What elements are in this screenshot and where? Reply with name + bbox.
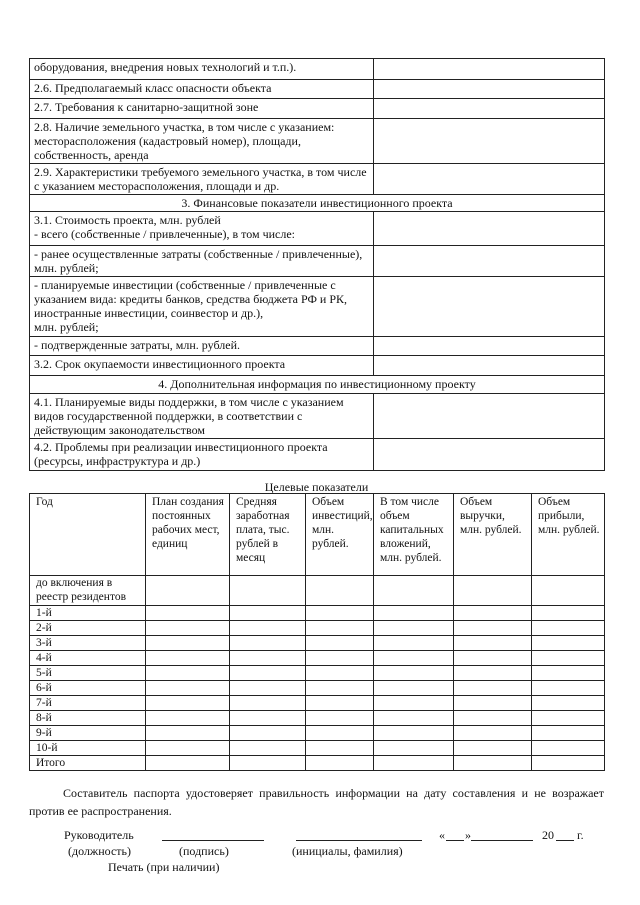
target-value-cell[interactable] [532, 666, 605, 681]
seal-label: Печать (при наличии) [108, 860, 220, 874]
target-value-cell[interactable] [230, 711, 306, 726]
table-row [30, 99, 605, 119]
table-row [30, 212, 605, 246]
row-value[interactable] [374, 80, 605, 99]
row-value[interactable] [374, 277, 605, 337]
target-value-cell[interactable] [374, 726, 454, 741]
name-label: (инициалы, фамилия) [292, 844, 403, 858]
section-title: 3. Финансовые показатели инвестиционного проекта [30, 195, 605, 212]
row-value[interactable] [374, 119, 605, 164]
table-row [30, 80, 605, 99]
table-row [30, 696, 605, 711]
target-value-cell[interactable] [230, 666, 306, 681]
target-value-cell[interactable] [146, 756, 230, 771]
target-value-cell[interactable] [454, 726, 532, 741]
target-value-cell[interactable] [374, 711, 454, 726]
target-value-cell[interactable] [306, 666, 374, 681]
target-value-cell[interactable] [146, 666, 230, 681]
sign-label: (подпись) [179, 844, 229, 858]
target-value-cell[interactable] [306, 711, 374, 726]
header-profit: Объем прибыли, млн. рублей. [532, 494, 605, 576]
table-row [30, 636, 605, 651]
target-value-cell[interactable] [532, 696, 605, 711]
year-label: 10-й [30, 741, 146, 756]
table-row [30, 681, 605, 696]
row-value[interactable] [374, 394, 605, 439]
target-value-cell[interactable] [454, 606, 532, 621]
target-value-cell[interactable] [230, 726, 306, 741]
target-value-cell[interactable] [230, 621, 306, 636]
target-value-cell[interactable] [230, 681, 306, 696]
row-label: оборудования, внедрения новых технологий и т.п.). [30, 59, 374, 80]
table-row [30, 394, 605, 439]
target-value-cell[interactable] [146, 726, 230, 741]
year-label: 6-й [30, 681, 146, 696]
table-row [30, 606, 605, 621]
row-label: 4.1. Планируемые виды поддержки, в том числе с указанием видов государственной поддержки, в соответствии с действующим законодательством [30, 394, 374, 439]
target-value-cell[interactable] [306, 576, 374, 606]
section-title: 4. Дополнительная информация по инвестиционному проекту [30, 376, 605, 394]
row-value[interactable] [374, 164, 605, 195]
target-value-cell[interactable] [306, 741, 374, 756]
table-row [30, 726, 605, 741]
target-value-cell[interactable] [230, 651, 306, 666]
year-prefix: 20 [542, 828, 554, 842]
target-value-cell[interactable] [532, 606, 605, 621]
year-label: 5-й [30, 666, 146, 681]
target-value-cell[interactable] [306, 726, 374, 741]
table-row [30, 337, 605, 356]
targets-table [29, 493, 605, 771]
year-label: 9-й [30, 726, 146, 741]
table-row [30, 164, 605, 195]
row-label: 2.6. Предполагаемый класс опасности объекта [30, 80, 374, 99]
row-value[interactable] [374, 99, 605, 119]
row-label: - ранее осуществленные затраты (собственные / привлеченные), млн. рублей; [30, 246, 374, 277]
row-label: 2.9. Характеристики требуемого земельного участка, в том числе с указанием месторасположения, площади и др. [30, 164, 374, 195]
header-investment: Объем инвестиций, млн. рублей. [306, 494, 374, 576]
target-value-cell[interactable] [374, 576, 454, 606]
row-label: - планируемые инвестиции (собственные / привлеченные с указанием вида: кредиты банков, средства бюджета РФ и РК, иностранные инвестиции, соинвестор и др.), млн. рублей; [30, 277, 374, 337]
target-value-cell[interactable] [532, 636, 605, 651]
table-row [30, 666, 605, 681]
table-row [30, 621, 605, 636]
row-label: 2.7. Требования к санитарно-защитной зоне [30, 99, 374, 119]
target-value-cell[interactable] [146, 651, 230, 666]
header-revenue: Объем выручки, млн. рублей. [454, 494, 532, 576]
year-suffix: г. [577, 828, 584, 842]
target-value-cell[interactable] [374, 606, 454, 621]
table-row [30, 246, 605, 277]
target-value-cell[interactable] [532, 651, 605, 666]
target-value-cell[interactable] [374, 756, 454, 771]
date-year-line[interactable] [556, 840, 574, 841]
target-value-cell[interactable] [454, 711, 532, 726]
year-label: 1-й [30, 606, 146, 621]
target-value-cell[interactable] [306, 756, 374, 771]
target-value-cell[interactable] [532, 756, 605, 771]
target-value-cell[interactable] [374, 741, 454, 756]
target-value-cell[interactable] [532, 726, 605, 741]
section-header-row [30, 376, 605, 394]
target-value-cell[interactable] [306, 681, 374, 696]
date-month-line[interactable] [471, 840, 533, 841]
target-value-cell[interactable] [306, 606, 374, 621]
target-value-cell[interactable] [532, 576, 605, 606]
target-value-cell[interactable] [532, 681, 605, 696]
targets-header-row [30, 494, 605, 576]
table-row [30, 756, 605, 771]
target-value-cell[interactable] [374, 636, 454, 651]
target-value-cell[interactable] [374, 651, 454, 666]
target-value-cell[interactable] [374, 666, 454, 681]
target-value-cell[interactable] [454, 621, 532, 636]
table-row [30, 439, 605, 471]
target-value-cell[interactable] [146, 741, 230, 756]
confirmation-statement: Составитель паспорта удостоверяет правильность информации на дату составления и не возражает против ее распространения. [29, 786, 604, 818]
row-label: 4.2. Проблемы при реализации инвестиционного проекта (ресурсы, инфраструктура и др.) [30, 439, 374, 471]
year-label: 2-й [30, 621, 146, 636]
target-value-cell[interactable] [532, 621, 605, 636]
table-row [30, 277, 605, 337]
year-label: 3-й [30, 636, 146, 651]
target-value-cell[interactable] [454, 681, 532, 696]
header-year: Год [30, 494, 146, 576]
row-value[interactable] [374, 356, 605, 376]
row-label: 2.8. Наличие земельного участка, в том числе с указанием: месторасположения (кадастровый номер), площади, собственность, аренда [30, 119, 374, 164]
year-label: 4-й [30, 651, 146, 666]
target-value-cell[interactable] [454, 756, 532, 771]
target-value-cell[interactable] [146, 576, 230, 606]
target-value-cell[interactable] [374, 681, 454, 696]
row-value[interactable] [374, 212, 605, 246]
target-value-cell[interactable] [230, 756, 306, 771]
table-row [30, 59, 605, 80]
target-value-cell[interactable] [306, 621, 374, 636]
target-value-cell[interactable] [146, 621, 230, 636]
row-label: - подтвержденные затраты, млн. рублей. [30, 337, 374, 356]
header-capital: В том числе объем капитальных вложений, млн. рублей. [374, 494, 454, 576]
target-value-cell[interactable] [146, 681, 230, 696]
target-value-cell[interactable] [454, 651, 532, 666]
target-value-cell[interactable] [306, 636, 374, 651]
row-value[interactable] [374, 439, 605, 471]
target-value-cell[interactable] [230, 636, 306, 651]
target-value-cell[interactable] [532, 741, 605, 756]
header-jobs: План создания постоянных рабочих мест, единиц [146, 494, 230, 576]
year-label: Итого [30, 756, 146, 771]
target-value-cell[interactable] [306, 651, 374, 666]
target-value-cell[interactable] [146, 606, 230, 621]
name-line[interactable] [296, 840, 422, 841]
table-row [30, 741, 605, 756]
table-row [30, 576, 605, 606]
year-label: 7-й [30, 696, 146, 711]
year-label: до включения в реестр резидентов [30, 576, 146, 606]
targets-caption: Целевые показатели [264, 480, 369, 494]
target-value-cell[interactable] [230, 606, 306, 621]
target-value-cell[interactable] [454, 576, 532, 606]
year-label: 8-й [30, 711, 146, 726]
table-row [30, 651, 605, 666]
table-row [30, 356, 605, 376]
row-value[interactable] [374, 59, 605, 80]
target-value-cell[interactable] [230, 576, 306, 606]
target-value-cell[interactable] [230, 696, 306, 711]
row-value[interactable] [374, 337, 605, 356]
passport-table [29, 58, 605, 471]
row-value[interactable] [374, 246, 605, 277]
signature-line[interactable] [162, 840, 264, 841]
target-value-cell[interactable] [454, 741, 532, 756]
position-label: (должность) [68, 844, 131, 858]
target-value-cell[interactable] [146, 696, 230, 711]
target-value-cell[interactable] [374, 696, 454, 711]
section-header-row [30, 195, 605, 212]
target-value-cell[interactable] [454, 636, 532, 651]
table-row [30, 119, 605, 164]
target-value-cell[interactable] [454, 666, 532, 681]
date-close-quote: » [465, 828, 471, 842]
header-salary: Средняя заработная плата, тыс. рублей в месяц [230, 494, 306, 576]
head-label: Руководитель [64, 828, 134, 842]
row-label: 3.1. Стоимость проекта, млн. рублей - всего (собственные / привлеченные), в том числе: [30, 212, 374, 246]
date-open-quote: « [439, 828, 445, 842]
target-value-cell[interactable] [230, 741, 306, 756]
table-row [30, 711, 605, 726]
target-value-cell[interactable] [532, 711, 605, 726]
target-value-cell[interactable] [146, 711, 230, 726]
row-label: 3.2. Срок окупаемости инвестиционного проекта [30, 356, 374, 376]
date-day-line[interactable] [446, 840, 464, 841]
target-value-cell[interactable] [306, 696, 374, 711]
target-value-cell[interactable] [374, 621, 454, 636]
target-value-cell[interactable] [146, 636, 230, 651]
target-value-cell[interactable] [454, 696, 532, 711]
